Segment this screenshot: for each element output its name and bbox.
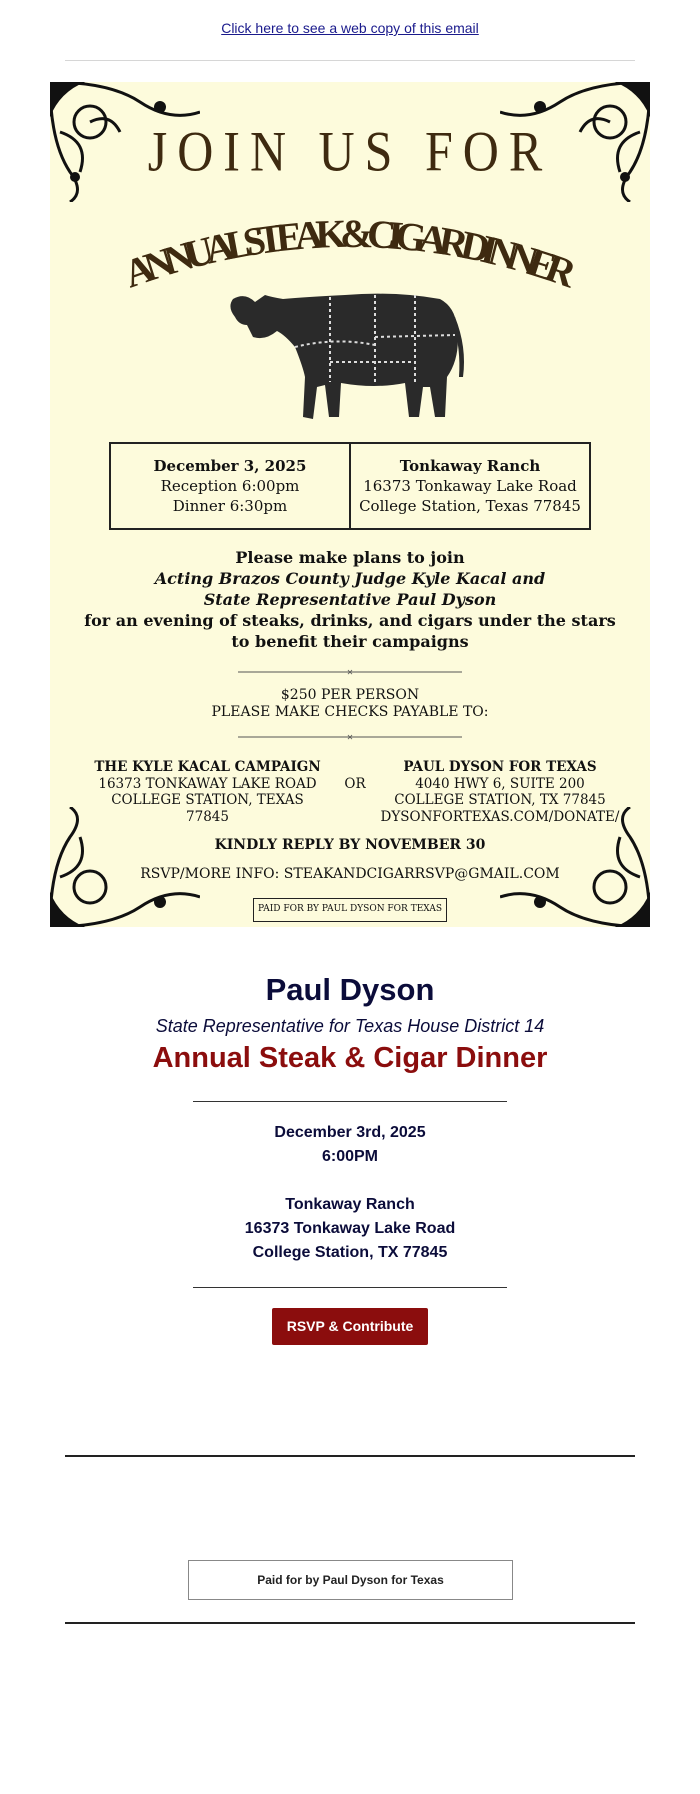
payee-web: DYSONFORTEXAS.COM/DONATE/ xyxy=(380,808,620,825)
venue-city: College Station, TX 77845 xyxy=(252,1244,448,1261)
footer-divider-top xyxy=(65,1455,635,1457)
web-copy-bar xyxy=(0,20,700,36)
payee-dyson xyxy=(380,759,620,825)
event-date: December 3rd, 2025 xyxy=(274,1124,426,1141)
payee-or: OR xyxy=(344,776,366,792)
price-block xyxy=(50,687,650,721)
ornament-divider xyxy=(238,667,462,677)
web-copy-link[interactable]: Click here to see a web copy of this email xyxy=(221,20,479,36)
venue-cell xyxy=(349,444,589,528)
event-time: 6:00PM xyxy=(321,1148,379,1165)
details-divider-top xyxy=(193,1101,507,1102)
flyer-dinner: Dinner 6:30pm xyxy=(172,497,288,515)
event-title: Annual Steak & Cigar Dinner xyxy=(152,1042,548,1074)
venue-name: Tonkaway Ranch xyxy=(285,1196,415,1213)
reply-by: KINDLY REPLY BY NOVEMBER 30 xyxy=(214,837,486,853)
event-location xyxy=(0,1193,700,1265)
ornament-divider xyxy=(238,732,462,742)
candidate-name: Paul Dyson xyxy=(265,972,435,1007)
rsvp-contribute-button[interactable]: RSVP & Contribute xyxy=(272,1308,428,1345)
date-cell xyxy=(111,444,349,528)
details-divider-bottom xyxy=(193,1287,507,1288)
event-info-box xyxy=(109,442,591,530)
svg-text:✕: ✕ xyxy=(346,668,354,677)
flyer-venue-city: College Station, Texas 77845 xyxy=(359,497,581,515)
payee-city: COLLEGE STATION, TEXAS 77845 xyxy=(111,792,304,825)
invite-line: Please make plans to join xyxy=(235,548,465,567)
payee-city: COLLEGE STATION, TX 77845 xyxy=(394,792,606,808)
top-divider xyxy=(65,60,635,61)
rsvp-info: RSVP/MORE INFO: STEAKANDCIGARRSVP@GMAIL.COM xyxy=(140,866,560,882)
candidate-office: State Representative for Texas House District 14 xyxy=(155,1016,545,1036)
event-flyer-image xyxy=(50,82,650,927)
flyer-event-title-text: ANNUAL STEAK & CIGAR DINNER xyxy=(118,210,582,297)
flyer-paid-for: PAID FOR BY PAUL DYSON FOR TEXAS xyxy=(253,898,447,922)
checks-text: PLEASE MAKE CHECKS PAYABLE TO: xyxy=(211,704,489,720)
footer-divider-bottom xyxy=(65,1622,635,1624)
flyer-heading: JOIN US FOR xyxy=(147,118,553,184)
flyer-date: December 3, 2025 xyxy=(153,457,307,475)
flyer-venue-street: 16373 Tonkaway Lake Road xyxy=(363,477,577,495)
event-datetime xyxy=(0,1121,700,1169)
flyer-reception: Reception 6:00pm xyxy=(160,477,300,495)
flyer-venue-name: Tonkaway Ranch xyxy=(399,457,541,475)
payee-name: PAUL DYSON FOR TEXAS xyxy=(403,759,597,775)
payee-name: THE KYLE KACAL CAMPAIGN xyxy=(94,759,321,775)
svg-text:✕: ✕ xyxy=(346,733,354,742)
payee-street: 16373 TONKAWAY LAKE ROAD xyxy=(98,775,317,792)
venue-street: 16373 Tonkaway Lake Road xyxy=(244,1220,456,1237)
invite-line: Acting Brazos County Judge Kyle Kacal and xyxy=(154,569,546,588)
cow-icon xyxy=(225,277,475,432)
payee-street: 4040 HWY 6, SUITE 200 xyxy=(415,775,585,792)
footer-paid-for: Paid for by Paul Dyson for Texas xyxy=(188,1560,513,1600)
invite-line: to benefit their campaigns xyxy=(231,632,469,651)
invite-line: State Representative Paul Dyson xyxy=(203,590,497,609)
payee-kacal xyxy=(90,759,325,825)
price-text: $250 PER PERSON xyxy=(280,687,420,703)
invitation-text xyxy=(50,547,650,652)
invite-line: for an evening of steaks, drinks, and cigars under the stars xyxy=(84,611,616,630)
